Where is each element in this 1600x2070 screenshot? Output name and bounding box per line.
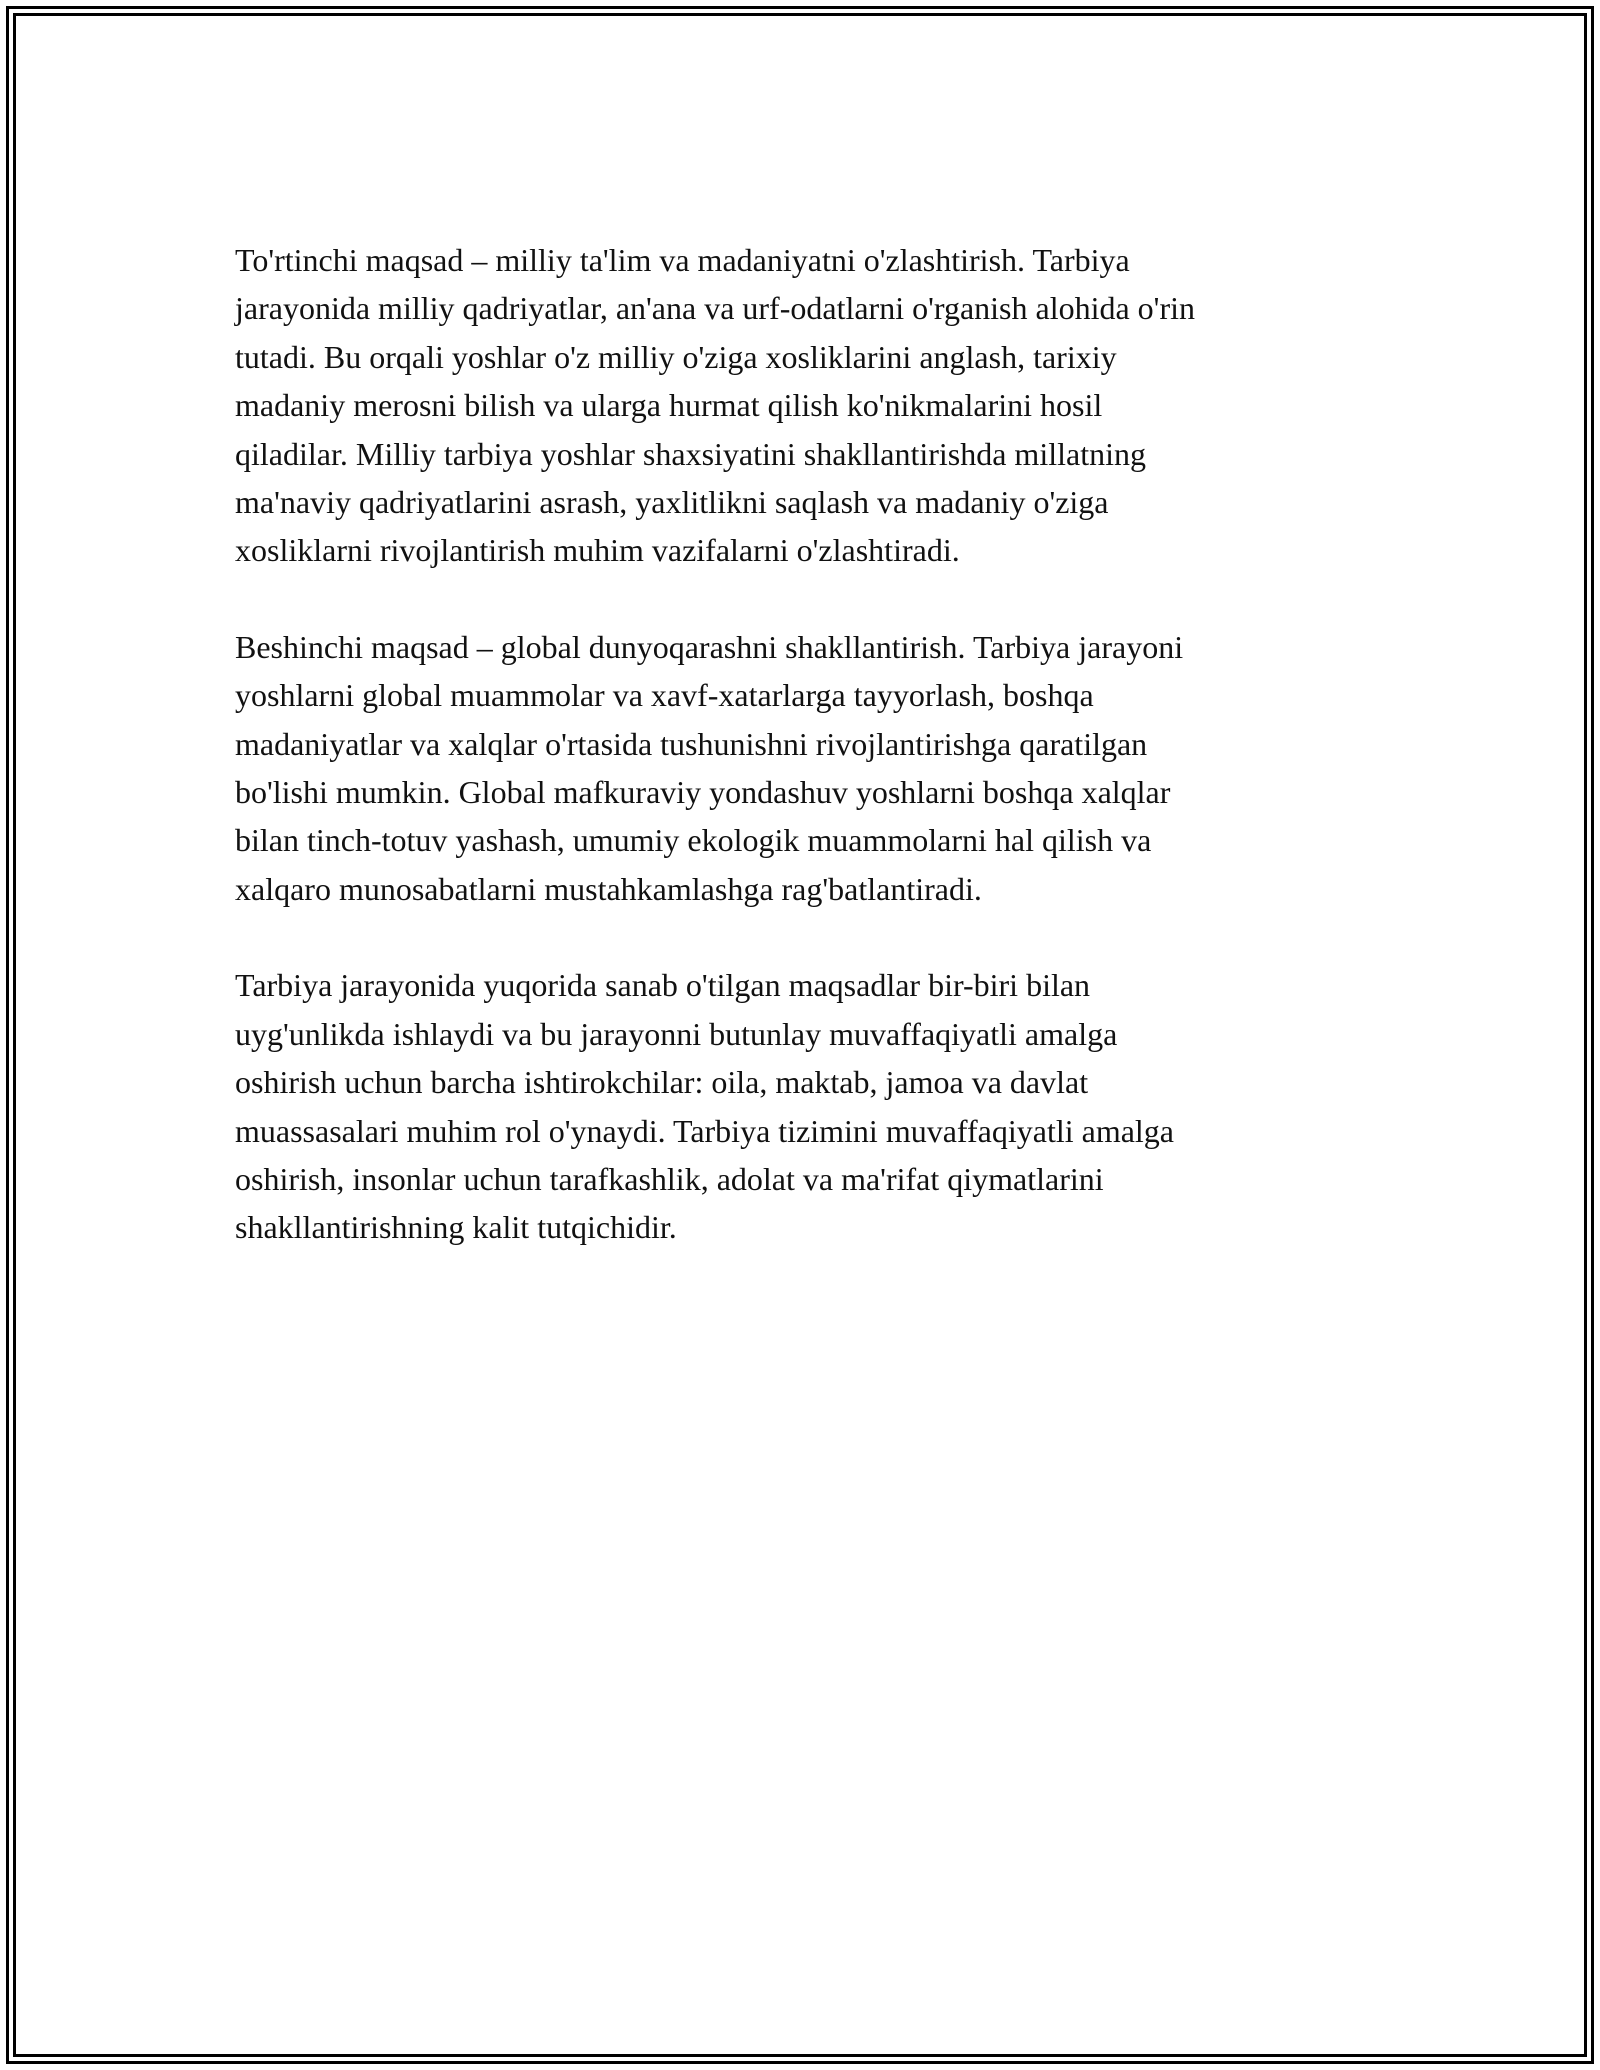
text-line: muassasalari muhim rol o'ynaydi. Tarbiya tizimini muvaffaqiyatli amalga bbox=[235, 1112, 1174, 1149]
paragraph-conclusion bbox=[235, 961, 1365, 1251]
text-line: shakllantirishning kalit tutqichidir. bbox=[235, 1209, 677, 1246]
text-line: uyg'unlikda ishlaydi va bu jarayonni butunlay muvaffaqiyatli amalga bbox=[235, 1015, 1118, 1052]
text-line: xalqaro munosabatlarni mustahkamlashga rag'batlantiradi. bbox=[235, 870, 982, 907]
text-line: tutadi. Bu orqali yoshlar o'z milliy o'ziga xosliklarini anglash, tarixiy bbox=[235, 338, 1117, 375]
text-line: Tarbiya jarayonida yuqorida sanab o'tilgan maqsadlar bir-biri bilan bbox=[235, 967, 1091, 1004]
text-line: ma'naviy qadriyatlarini asrash, yaxlitlikni saqlash va madaniy o'ziga bbox=[235, 484, 1109, 521]
text-line: jarayonida milliy qadriyatlar, an'ana va urf-odatlarni o'rganish alohida o'rin bbox=[235, 290, 1195, 327]
text-line: xosliklarni rivojlantirish muhim vazifalarni o'zlashtiradi. bbox=[235, 532, 960, 569]
text-line: oshirish uchun barcha ishtirokchilar: oila, maktab, jamoa va davlat bbox=[235, 1064, 1089, 1101]
text-line: Beshinchi maqsad – global dunyoqarashni shakllantirish. Tarbiya jarayoni bbox=[235, 628, 1184, 665]
paragraph-fifth-goal bbox=[235, 623, 1365, 913]
text-line: madaniy merosni bilish va ularga hurmat qilish ko'nikmalarini hosil bbox=[235, 387, 1103, 424]
text-line: qiladilar. Milliy tarbiya yoshlar shaxsiyatini shakllantirishda millatning bbox=[235, 435, 1146, 472]
text-line: yoshlarni global muammolar va xavf-xatarlarga tayyorlash, boshqa bbox=[235, 677, 1094, 714]
text-line: oshirish, insonlar uchun tarafkashlik, adolat va ma'rifat qiymatlarini bbox=[235, 1160, 1104, 1197]
text-line: bilan tinch-totuv yashash, umumiy ekologik muammolarni hal qilish va bbox=[235, 822, 1152, 859]
text-line: To'rtinchi maqsad – milliy ta'lim va madaniyatni o'zlashtirish. Tarbiya bbox=[235, 242, 1130, 278]
text-line: bo'lishi mumkin. Global mafkuraviy yondashuv yoshlarni boshqa xalqlar bbox=[235, 774, 1171, 811]
text-line: madaniyatlar va xalqlar o'rtasida tushunishni rivojlantirishga qaratilgan bbox=[235, 725, 1148, 762]
paragraph-fourth-goal bbox=[235, 236, 1365, 575]
document-body bbox=[235, 236, 1365, 1300]
